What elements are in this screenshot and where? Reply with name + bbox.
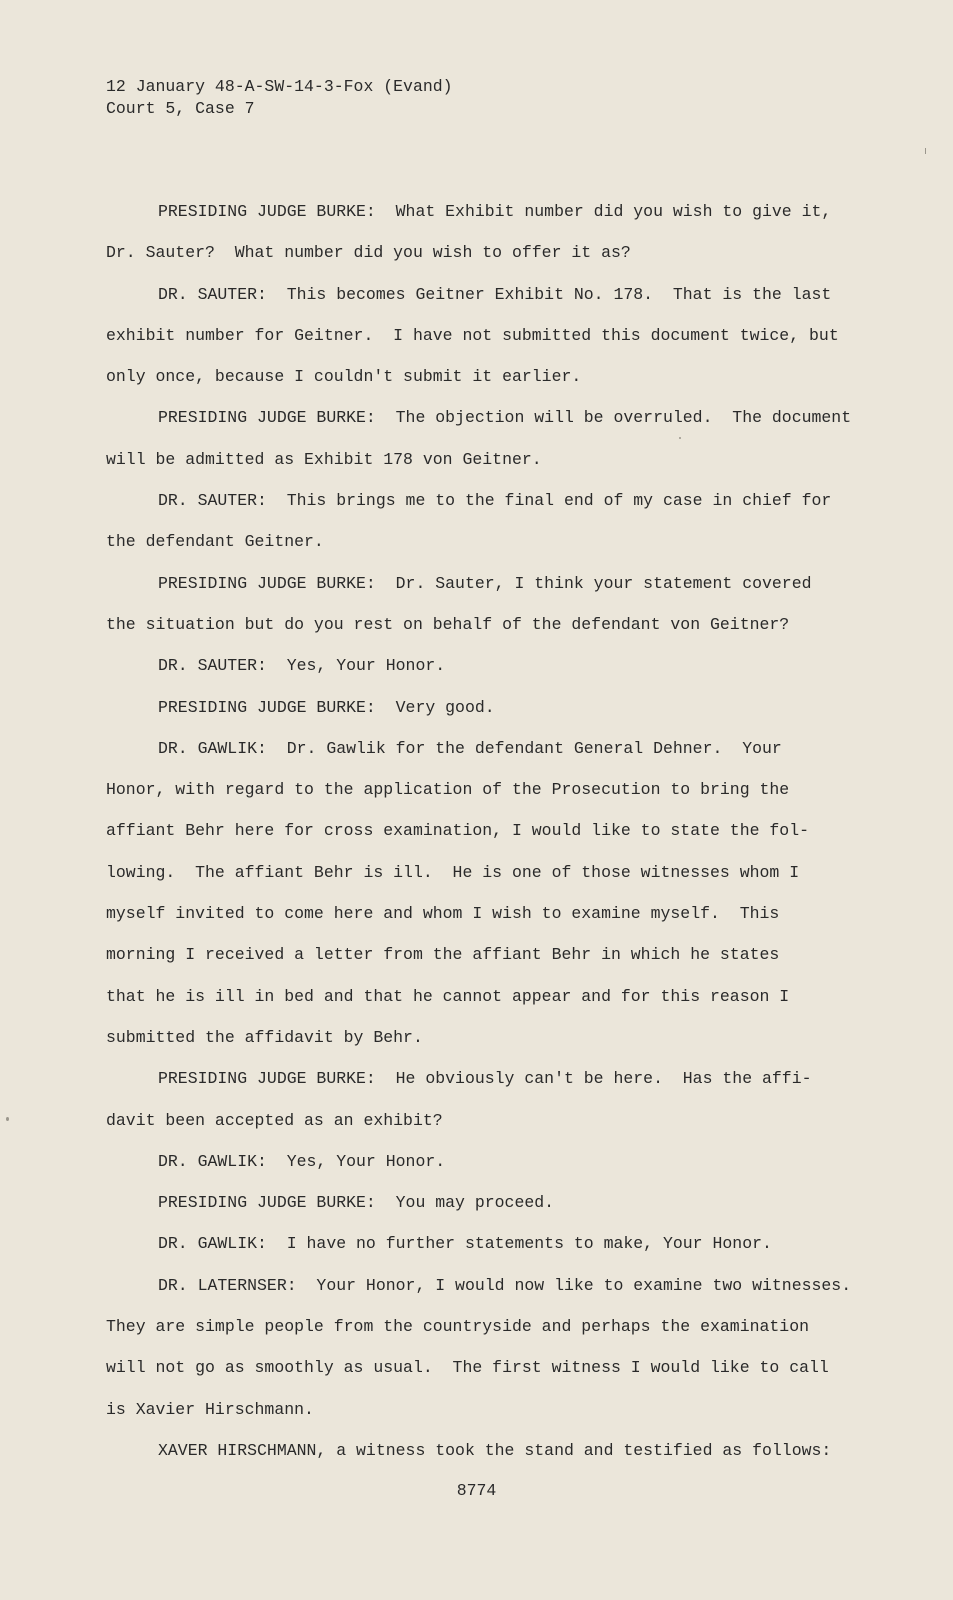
transcript-line: PRESIDING JUDGE BURKE: The objection will be overruled. The document bbox=[158, 408, 852, 428]
transcript-line: will be admitted as Exhibit 178 von Geitner. bbox=[106, 449, 542, 469]
transcript-line: the defendant Geitner. bbox=[106, 532, 324, 552]
transcript-line: Dr. Sauter? What number did you wish to offer it as? bbox=[106, 243, 631, 263]
transcript-line: that he is ill in bed and that he cannot appear and for this reason I bbox=[106, 986, 790, 1006]
transcript-line: only once, because I couldn't submit it earlier. bbox=[106, 367, 582, 387]
transcript-line: exhibit number for Geitner. I have not submitted this document twice, but bbox=[106, 325, 839, 345]
transcript-line: DR. LATERNSER: Your Honor, I would now like to examine two witnesses. bbox=[158, 1275, 852, 1295]
transcript-line: PRESIDING JUDGE BURKE: You may proceed. bbox=[158, 1193, 555, 1213]
transcript-line: XAVER HIRSCHMANN, a witness took the stand and testified as follows: bbox=[158, 1440, 832, 1460]
transcript-line: the situation but do you rest on behalf of the defendant von Geitner? bbox=[106, 614, 790, 634]
transcript-line: submitted the affidavit by Behr. bbox=[106, 1027, 423, 1047]
header-court-line: Court 5, Case 7 bbox=[106, 99, 255, 118]
page-number: 8774 bbox=[456, 1481, 497, 1500]
transcript-line: affiant Behr here for cross examination, I would like to state the fol- bbox=[106, 821, 810, 841]
transcript-line: DR. GAWLIK: Dr. Gawlik for the defendant General Dehner. Your bbox=[158, 738, 782, 758]
transcript-line: morning I received a letter from the affiant Behr in which he states bbox=[106, 945, 780, 965]
transcript-line: PRESIDING JUDGE BURKE: Dr. Sauter, I think your statement covered bbox=[158, 573, 812, 593]
transcript-line: davit been accepted as an exhibit? bbox=[106, 1110, 443, 1130]
header-session-line: 12 January 48-A-SW-14-3-Fox (Evand) bbox=[106, 77, 453, 96]
transcript-line: DR. GAWLIK: I have no further statements to make, Your Honor. bbox=[158, 1234, 772, 1254]
transcript-line: DR. SAUTER: Yes, Your Honor. bbox=[158, 656, 446, 676]
document-header bbox=[106, 76, 453, 120]
transcript-line: DR. SAUTER: This brings me to the final end of my case in chief for bbox=[158, 491, 832, 511]
transcript-line: DR. GAWLIK: Yes, Your Honor. bbox=[158, 1151, 446, 1171]
transcript-line: Honor, with regard to the application of the Prosecution to bring the bbox=[106, 780, 790, 800]
transcript-body bbox=[106, 201, 886, 1481]
transcript-line: DR. SAUTER: This becomes Geitner Exhibit No. 178. That is the last bbox=[158, 284, 832, 304]
paper-speck bbox=[6, 1117, 9, 1121]
paper-speck bbox=[925, 148, 926, 154]
transcript-line: will not go as smoothly as usual. The first witness I would like to call bbox=[106, 1358, 829, 1378]
transcript-line: PRESIDING JUDGE BURKE: Very good. bbox=[158, 697, 495, 717]
transcript-line: PRESIDING JUDGE BURKE: He obviously can't be here. Has the affi- bbox=[158, 1069, 812, 1089]
transcript-line: They are simple people from the countryside and perhaps the examination bbox=[106, 1317, 810, 1337]
transcript-line: is Xavier Hirschmann. bbox=[106, 1399, 314, 1419]
transcript-line: lowing. The affiant Behr is ill. He is one of those witnesses whom I bbox=[106, 862, 800, 882]
paper-speck bbox=[679, 437, 681, 439]
transcript-line: myself invited to come here and whom I wish to examine myself. This bbox=[106, 904, 780, 924]
transcript-line: PRESIDING JUDGE BURKE: What Exhibit number did you wish to give it, bbox=[158, 202, 832, 221]
